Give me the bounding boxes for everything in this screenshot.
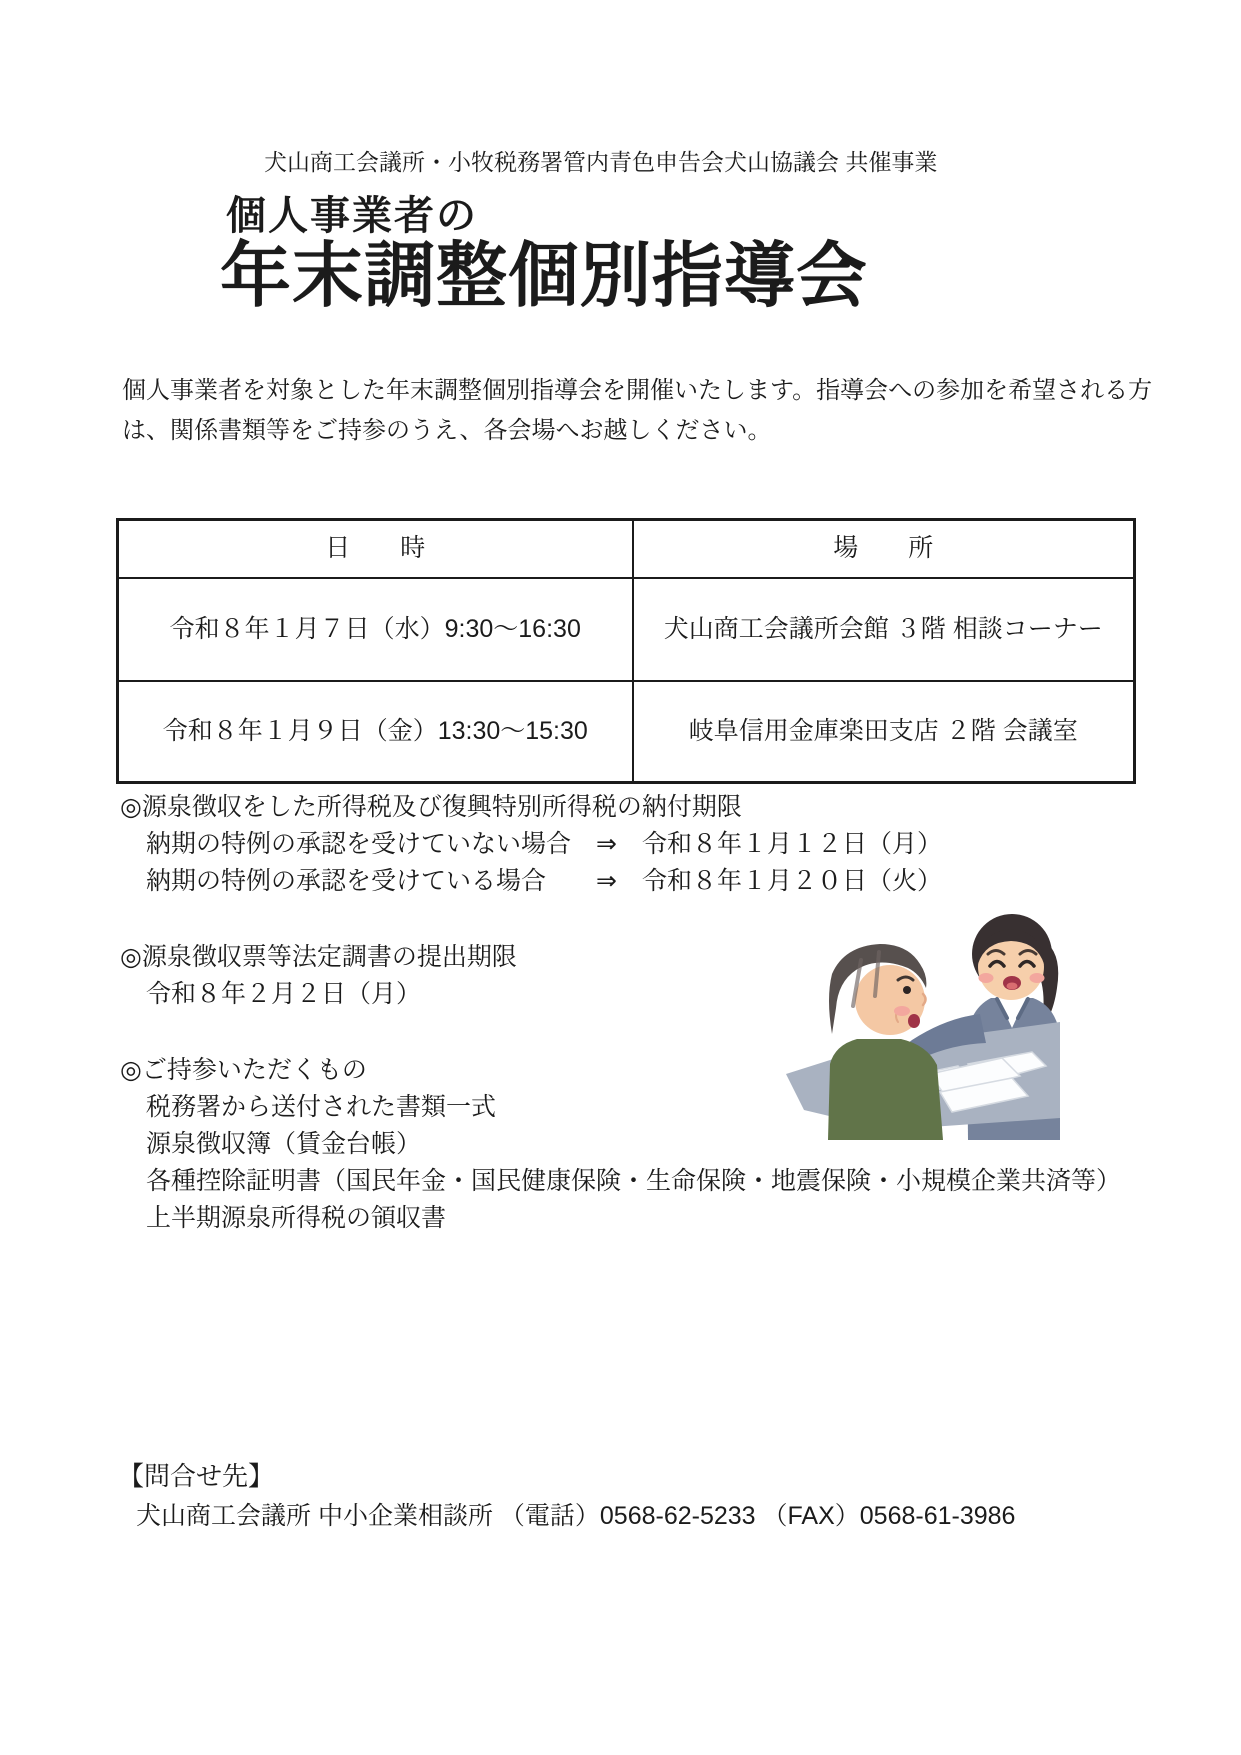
- title-prefix: 個人事業者の: [226, 194, 478, 238]
- schedule-table-wrap: [116, 481, 1136, 821]
- cosponsor-line: 犬山商工会議所・小牧税務署管内青色申告会犬山協議会 共催事業: [264, 149, 938, 175]
- schedule-header-row: [118, 519, 1135, 578]
- contact-heading: 【問合せ先】: [118, 1461, 275, 1491]
- items-to-bring-heading: ◎ご持参いただくもの: [120, 1056, 367, 1084]
- cell-place-1: 犬山商工会議所会館 ３階 相談コーナー: [633, 578, 1135, 681]
- cell-place-2: 岐阜信用金庫楽田支店 ２階 会議室: [633, 681, 1135, 783]
- table-row: [118, 578, 1135, 681]
- withholding-payment-heading: ◎源泉徴収をした所得税及び復興特別所得税の納付期限: [120, 793, 742, 821]
- page-title: 年末調整個別指導会: [220, 237, 869, 316]
- intro-line-2: は、関係書類等をご持参のうえ、各会場へお越しください。: [122, 417, 772, 444]
- schedule-table: [116, 518, 1136, 784]
- consultation-illustration: [740, 868, 1060, 1140]
- column-header-datetime: 日 時: [118, 519, 633, 578]
- intro-line-1: 個人事業者を対象とした年末調整個別指導会を開催いたします。指導会への参加を希望される方: [122, 377, 1153, 404]
- table-row: [118, 681, 1135, 783]
- contact-info: 犬山商工会議所 中小企業相談所 （電話）0568-62-5233 （FAX）0568-61-3986: [136, 1502, 1016, 1530]
- list-item: 税務署から送付された書類一式: [146, 1093, 497, 1121]
- cell-datetime-1: 令和８年１月７日（水）9:30～16:30: [118, 578, 633, 681]
- list-item: 上半期源泉所得税の領収書: [146, 1204, 447, 1232]
- column-header-place: 場 所: [633, 519, 1135, 578]
- list-item: 源泉徴収簿（賃金台帳）: [146, 1130, 422, 1158]
- list-item: 各種控除証明書（国民年金・国民健康保険・生命保険・地震保険・小規模企業共済等）: [146, 1167, 1122, 1195]
- statement-submission-date: 令和８年２月２日（月）: [146, 980, 422, 1008]
- intro-paragraph: [122, 371, 1152, 451]
- statement-submission-heading: ◎源泉徴収票等法定調書の提出期限: [120, 943, 517, 971]
- withholding-payment-case-approved: 納期の特例の承認を受けている場合 ⇒ 令和８年１月２０日（火）: [146, 867, 942, 895]
- withholding-payment-case-not-approved: 納期の特例の承認を受けていない場合 ⇒ 令和８年１月１２日（月）: [146, 830, 942, 858]
- cell-datetime-2: 令和８年１月９日（金）13:30～15:30: [118, 681, 633, 783]
